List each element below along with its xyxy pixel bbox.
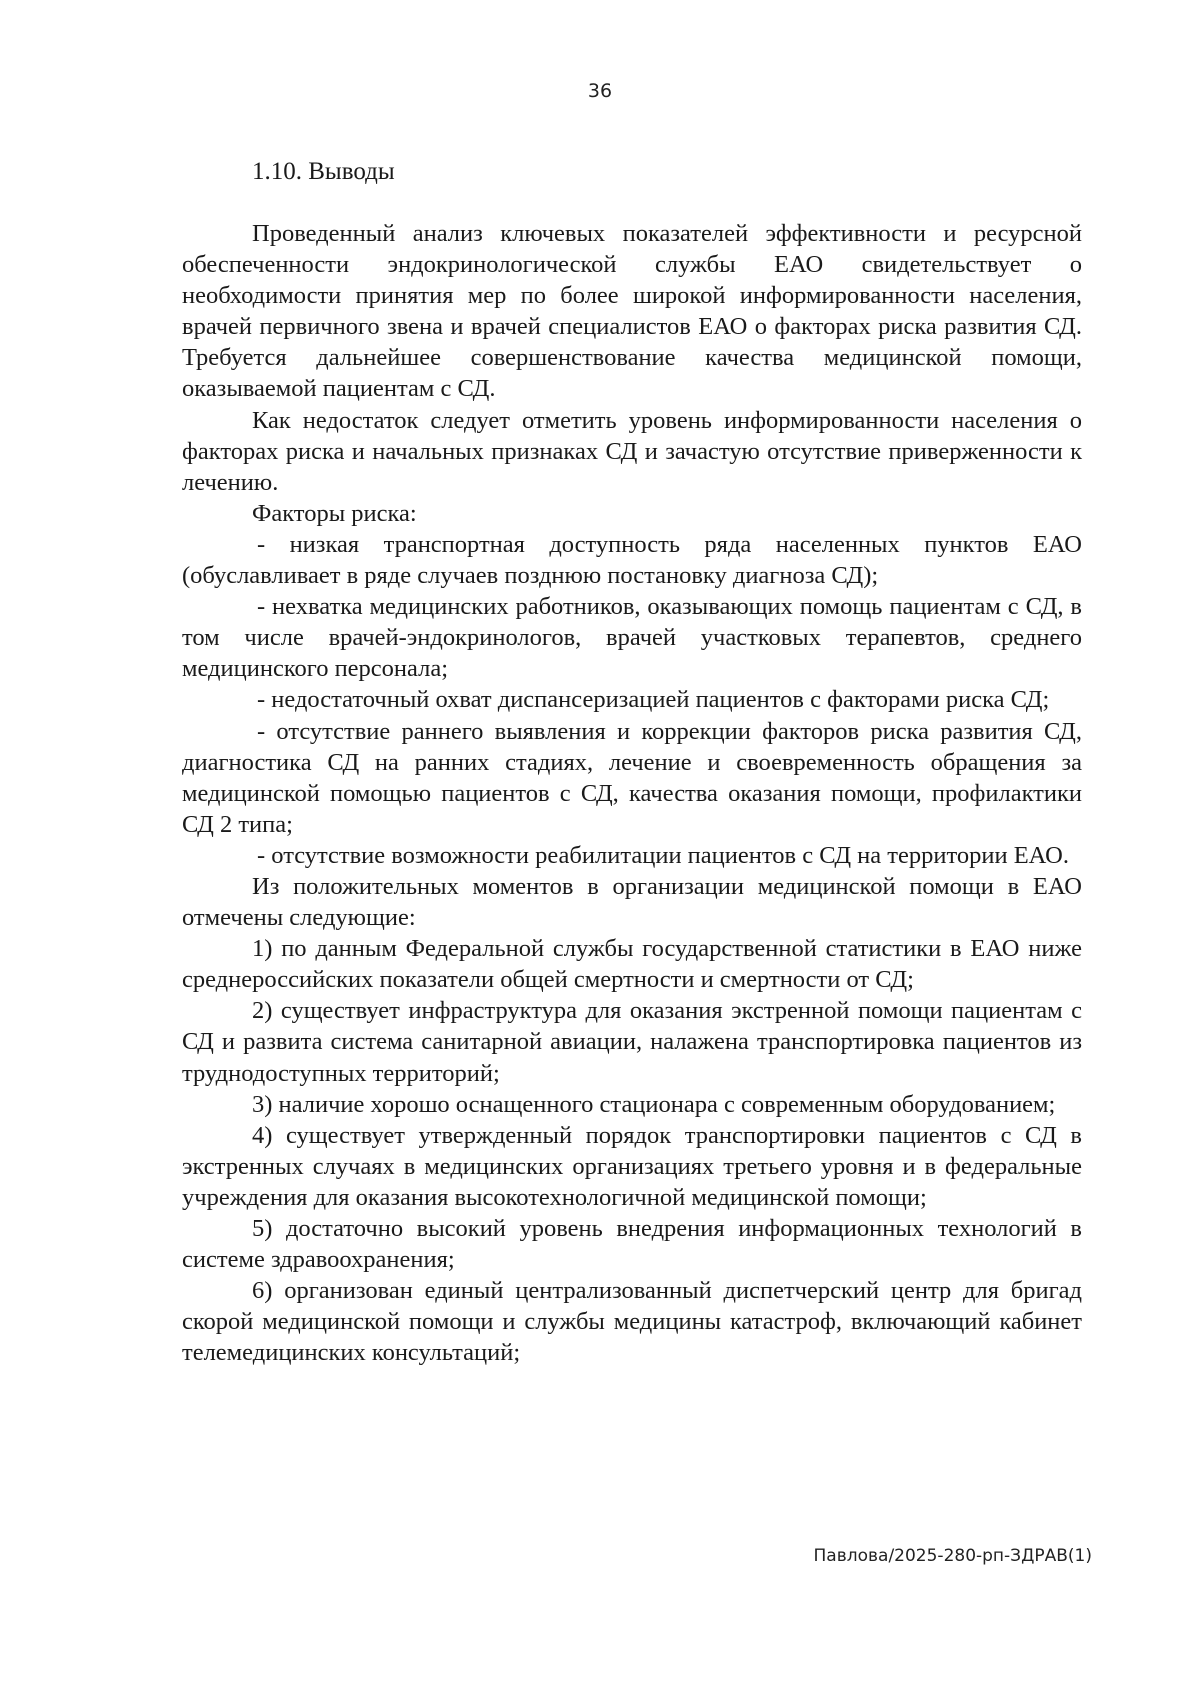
paragraph-analysis: Проведенный анализ ключевых показателей эффективности и ресурсной обеспеченности эндокринологической службы ЕАО свидетельствует о необходимости принятия мер по более широкой информированности населения, врачей первичного звена и врачей специалистов ЕАО о факторах риска развития СД. Требуется дальнейшее совершенствование качества медицинской помощи, оказываемой пациентам с СД.	[182, 220, 1082, 403]
risk-factor-item: - отсутствие раннего выявления и коррекции факторов риска развития СД, диагностика СД на ранних стадиях, лечение и своевременность обращения за медицинской помощью пациентов с СД, качества оказания помощи, профилактики СД 2 типа;	[182, 717, 1082, 838]
positive-item: 6) организован единый централизованный диспетчерский центр для бригад скорой медицинской помощи и службы медицины катастроф, включающий кабинет телемедицинских консультаций;	[182, 1277, 1082, 1367]
paragraph-risk-factors-heading: Факторы риска:	[252, 499, 417, 527]
risk-factor-item: - низкая транспортная доступность ряда населенных пунктов ЕАО (обуславливает в ряде случаев позднюю постановку диагноза СД);	[182, 530, 1082, 590]
risk-factor-item: - нехватка медицинских работников, оказывающих помощь пациентам с СД, в том числе врачей-эндокринологов, врачей участковых терапевтов, среднего медицинского персонала;	[182, 593, 1082, 683]
section-title: 1.10. Выводы	[252, 158, 395, 185]
positive-item: 1) по данным Федеральной службы государственной статистики в ЕАО ниже среднероссийских показатели общей смертности и смертности от СД;	[182, 935, 1082, 994]
paragraph-shortcoming: Как недостаток следует отметить уровень информированности населения о факторах риска и начальных признаках СД и зачастую отсутствие приверженности к лечению.	[182, 406, 1082, 496]
positive-item: 5) достаточно высокий уровень внедрения информационных технологий в системе здравоохранения;	[182, 1215, 1082, 1274]
risk-factor-item: - отсутствие возможности реабилитации пациентов с СД на территории ЕАО.	[257, 841, 1069, 869]
risk-factor-item: - недостаточный охват диспансеризацией пациентов с факторами риска СД;	[257, 686, 1050, 714]
positive-item: 4) существует утвержденный порядок транспортировки пациентов с СД в экстренных случаях в медицинских организациях третьего уровня и в федеральные учреждения для оказания высокотехнологичной медицинской помощи;	[182, 1121, 1082, 1211]
positive-item: 2) существует инфраструктура для оказания экстренной помощи пациентам с СД и развита система санитарной авиации, налажена транспортировка пациентов из труднодоступных территорий;	[182, 997, 1082, 1087]
page-number: 36	[587, 80, 613, 102]
body-text	[182, 218, 1082, 1368]
document-reference-code: Павлова/2025-280-рп-ЗДРАВ(1)	[813, 1546, 1092, 1566]
paragraph-positive-intro: Из положительных моментов в организации медицинской помощи в ЕАО отмечены следующие:	[182, 872, 1082, 932]
positive-item: 3) наличие хорошо оснащенного стационара с современным оборудованием;	[252, 1090, 1056, 1118]
